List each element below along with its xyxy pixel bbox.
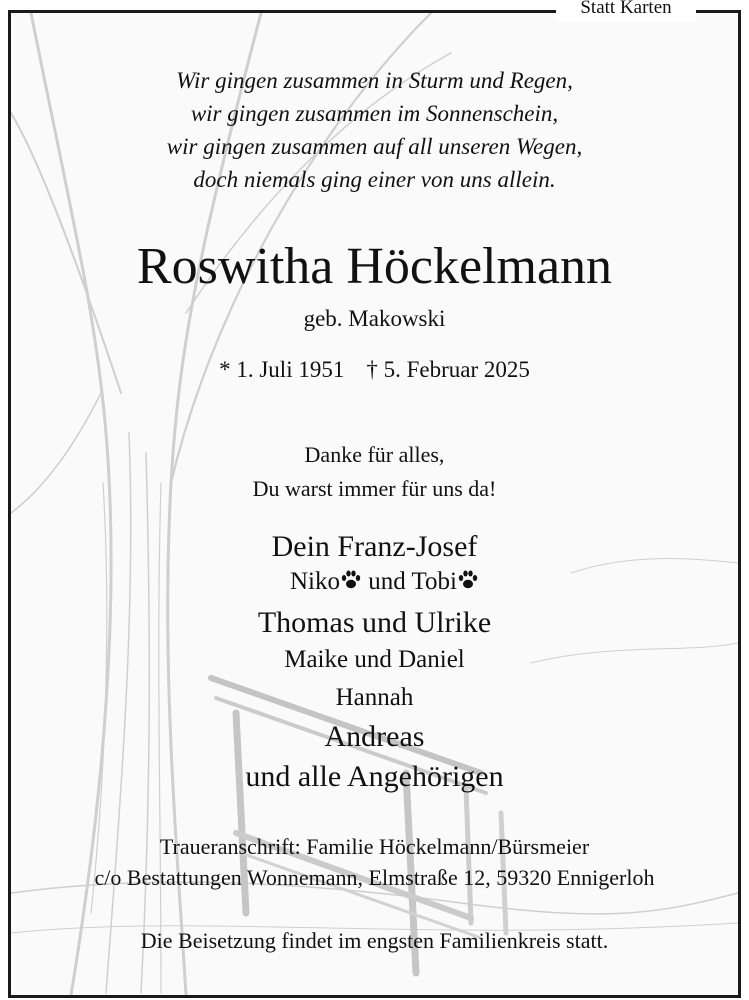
family-andreas: Andreas <box>324 720 425 753</box>
funeral-note: Die Beisetzung findet im engsten Familienkreis statt. <box>140 928 609 953</box>
thanks-line-2: Du warst immer für uns da! <box>252 476 497 501</box>
birth-date: * 1. Juli 1951 <box>219 357 345 382</box>
poem-line-3: wir gingen zusammen auf all unseren Wegen, <box>166 134 583 159</box>
family-thomas-ulrike: Thomas und Ulrike <box>257 606 492 639</box>
statt-karten-tag: Statt Karten <box>556 0 696 22</box>
poem-line-2: wir gingen zusammen im Sonnenschein, <box>190 101 559 126</box>
birth-name: geb. Makowski <box>303 306 446 331</box>
family-hannah: Hannah <box>335 684 414 711</box>
poem-line-1: Wir gingen zusammen in Sturm und Regen, <box>176 68 573 93</box>
address-line-1: Traueranschrift: Familie Höckelmann/Bürsmeier <box>159 834 590 859</box>
paw-icon <box>340 569 362 591</box>
life-dates <box>0 357 749 383</box>
paw-icon <box>457 569 479 591</box>
family-maike-daniel: Maike und Daniel <box>284 646 465 673</box>
family-pets <box>0 568 749 596</box>
thanks-line-1: Danke für alles, <box>304 442 445 467</box>
family-spouse: Dein Franz-Josef <box>271 530 478 563</box>
address-line-2: c/o Bestattungen Wonnemann, Elmstraße 12, 59320 Ennigerloh <box>94 865 655 890</box>
death-date: † 5. Februar 2025 <box>366 357 530 382</box>
deceased-name: Roswitha Höckelmann <box>136 238 613 295</box>
family-relatives: und alle Angehörigen <box>245 760 504 793</box>
pet-name-tobi: und Tobi <box>368 568 458 595</box>
pet-name-niko: Niko <box>289 568 340 595</box>
poem-line-4: doch niemals ging einer von uns allein. <box>193 167 556 192</box>
